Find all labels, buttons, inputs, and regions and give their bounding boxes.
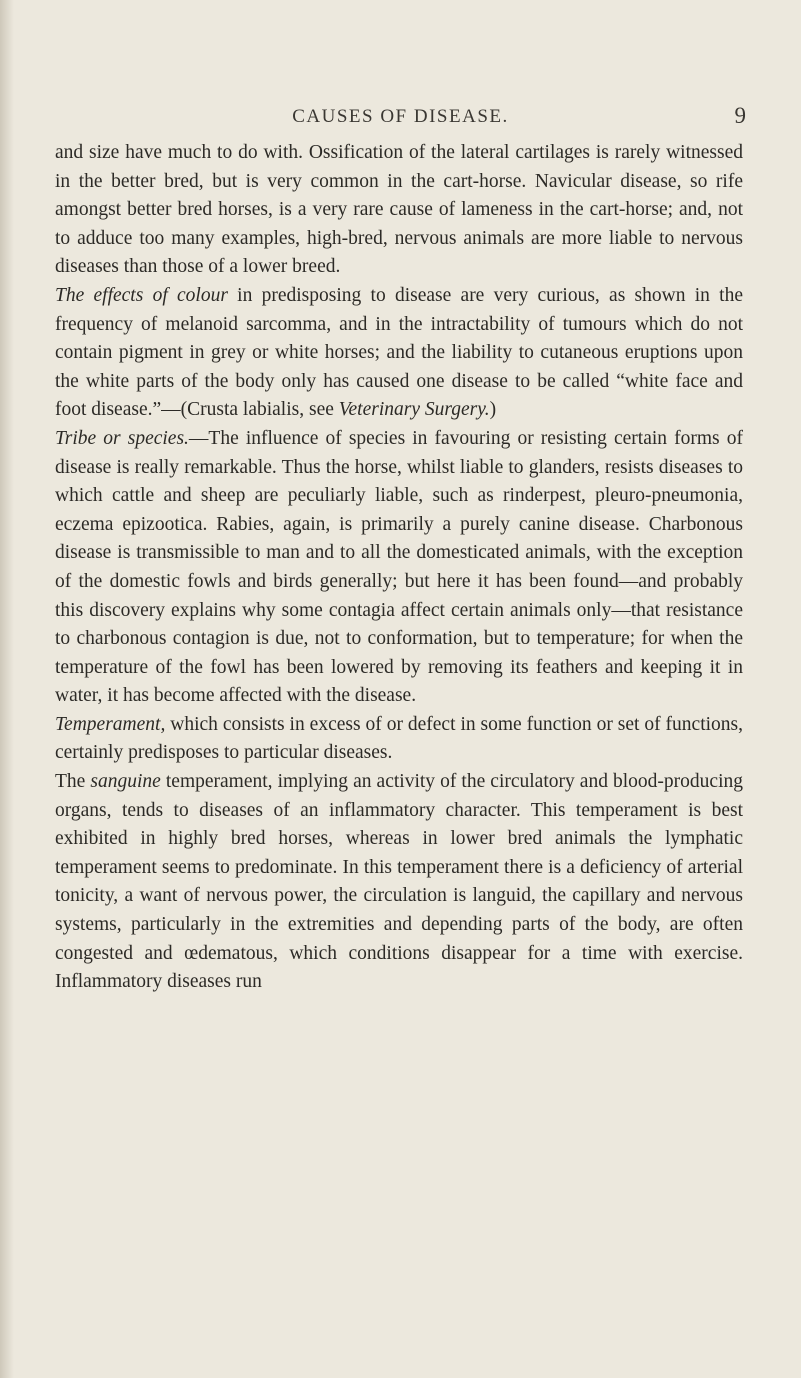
paragraph-2 xyxy=(55,282,743,425)
page-header xyxy=(0,103,801,136)
paragraph-2-citation: Veterinary Surgery. xyxy=(338,399,490,421)
paragraph-1 xyxy=(55,139,743,282)
page-number: 9 xyxy=(734,103,746,128)
paragraph-3 xyxy=(55,425,743,711)
body-text xyxy=(55,139,743,997)
running-head: CAUSES OF DISEASE. xyxy=(292,106,509,127)
paragraph-4-text: which consists in excess of or defect in some function or set of functions, certainly predisposes to particular diseases. xyxy=(55,713,743,764)
paragraph-2-text: in predisposing to disease are very curious, as shown in the frequency of melanoid sarcomma, and in the intractability of tumours which do not contain pigment in grey or white horses; and the liability to cutaneous eruptions upon the white parts of the body only has caused one disease to be called “white face and foot disease.”—(Crusta labialis, see xyxy=(55,284,743,421)
paragraph-5-pre: The xyxy=(55,771,91,793)
paragraph-5-lead: sanguine xyxy=(90,771,161,793)
paragraph-4 xyxy=(55,711,743,768)
binding-gutter-shadow xyxy=(0,0,14,1378)
paragraph-3-text: —The influence of species in favouring or resisting certain forms of disease is really remarkable. Thus the horse, whilst liable to glanders, resists diseases to which cattle and sheep are peculiarly liable, such as rinderpest, pleuro-pneumonia, eczema epizootica. Rabies, again, is primarily a purely canine disease. Charbonous disease is transmissible to man and to all the domesticated animals, with the exception of the domestic fowls and birds generally; but here it has been found—and probably this discovery explains why some contagia affect certain animals only—that resistance to charbonous contagion is due, not to conformation, but to temperature; for when the temperature of the fowl has been lowered by removing its feathers and keeping it in water, it has become affected with the disease. xyxy=(55,427,743,707)
paragraph-5 xyxy=(55,768,743,997)
paragraph-2-lead: The effects of colour xyxy=(55,284,228,306)
paragraph-3-lead: Tribe or species. xyxy=(55,427,189,449)
paragraph-1-text: and size have much to do with. Ossification of the lateral cartilages is rarely witnessed in the better bred, but is very common in the cart-horse. Navicular disease, so rife amongst better bred horses, is a very rare cause of lameness in the cart-horse; and, not to adduce too many examples, high-bred, nervous animals are more liable to nervous diseases than those of a lower breed. xyxy=(55,142,743,278)
paragraph-5-text: temperament, implying an activity of the circulatory and blood-producing organs, tends to diseases of an inflammatory character. This temperament is best exhibited in highly bred horses, whereas in lower bred animals the lymphatic temperament seems to predominate. In this temperament there is a deficiency of arterial tonicity, a want of nervous power, the circulation is languid, the capillary and nervous systems, particularly in the extremities and depending parts of the body, are often congested and œdematous, which conditions disappear for a time with exercise. Inflammatory diseases run xyxy=(55,771,743,993)
paragraph-4-lead: Temperament, xyxy=(55,713,166,735)
paragraph-2-tail: ) xyxy=(489,399,497,421)
